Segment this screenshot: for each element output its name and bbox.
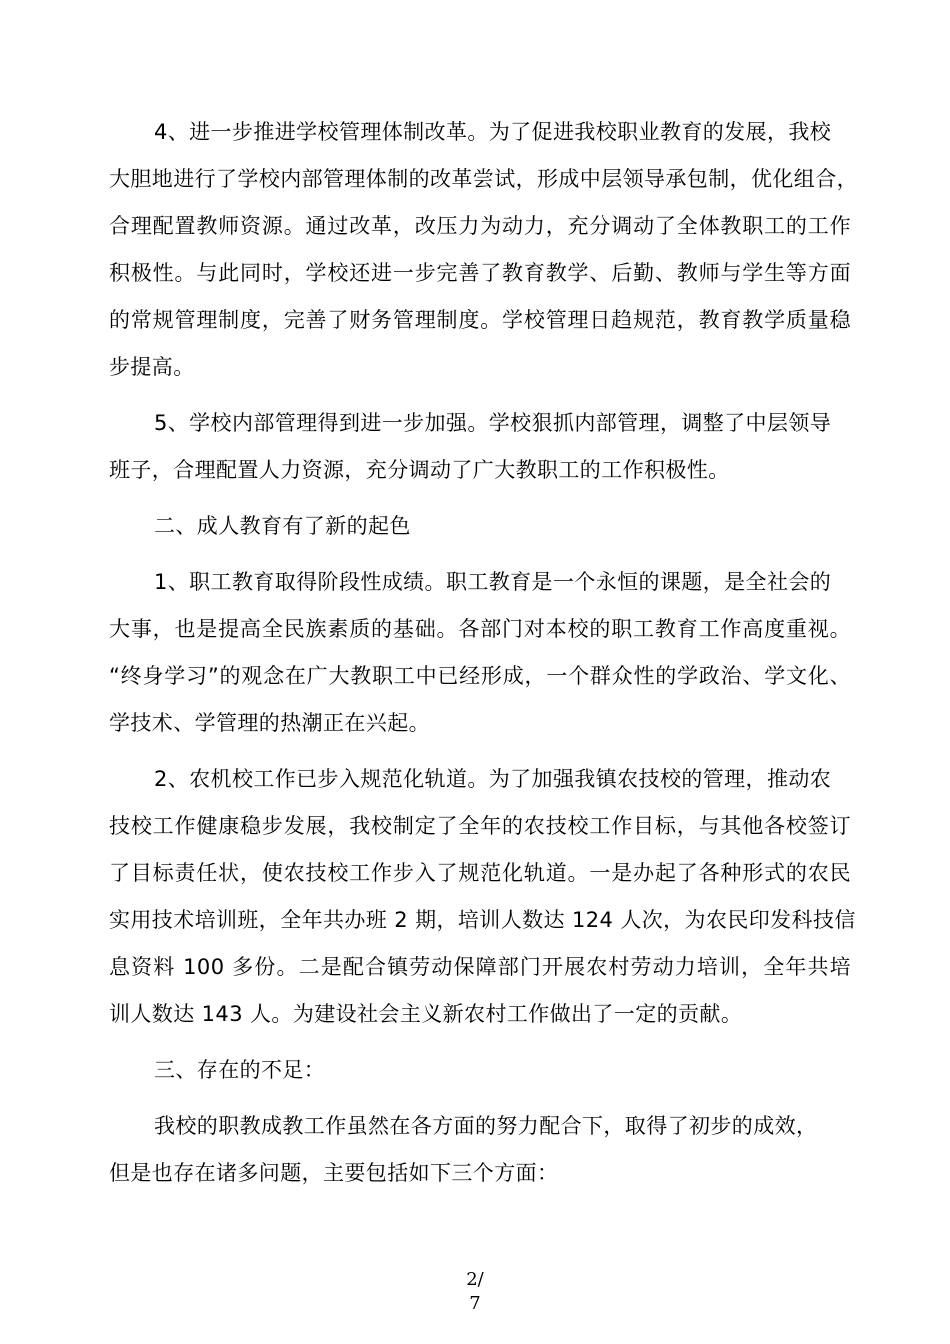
paragraph-line: 合理配置教师资源。通过改革，改压力为动力，充分调动了全体教职工的工作 — [109, 214, 851, 238]
paragraph-line: 4、进一步推进学校管理体制改革。为了促进我校职业教育的发展，我校 — [154, 120, 832, 144]
paragraph-line: 了目标责任状，使农技校工作步入了规范化轨道。一是办起了各种形式的农民 — [109, 861, 851, 885]
paragraph-line: 班子，合理配置人力资源，充分调动了广大教职工的工作积极性。 — [109, 458, 730, 482]
paragraph-line: 的常规管理制度，完善了财务管理制度。学校管理日趋规范，教育教学质量稳 — [109, 308, 851, 332]
paragraph-line: 5、学校内部管理得到进一步加强。学校狠抓内部管理，调整了中层领导 — [154, 411, 832, 435]
paragraph-line: 大事，也是提高全民族素质的基础。各部门对本校的职工教育工作高度重视。 — [109, 617, 851, 641]
paragraph-line: 实用技术培训班，全年共办班 2 期，培训人数达 124 人次，为农民印发科技信 — [109, 908, 856, 932]
paragraph-line: 步提高。 — [109, 355, 195, 379]
paragraph-line: 大胆地进行了学校内部管理体制的改革尝试，形成中层领导承包制，优化组合， — [109, 167, 858, 191]
section-heading: 二、成人教育有了新的起色 — [154, 514, 411, 538]
paragraph-line: 我校的职教成教工作虽然在各方面的努力配合下，取得了初步的成效， — [154, 1114, 818, 1138]
page-number-total: 7 — [469, 1293, 481, 1314]
section-heading: 三、存在的不足： — [154, 1058, 326, 1082]
paragraph-line: 2、农机校工作已步入规范化轨道。为了加强我镇农技校的管理，推动农 — [154, 767, 832, 791]
paragraph-line: 训人数达 143 人。为建设社会主义新农村工作做出了一定的贡献。 — [109, 1002, 743, 1026]
paragraph-line: 学技术、学管理的热潮正在兴起。 — [109, 711, 430, 735]
paragraph-line: 但是也存在诸多问题，主要包括如下三个方面： — [109, 1161, 559, 1185]
paragraph-line: 技校工作健康稳步发展，我校制定了全年的农技校工作目标，与其他各校签订 — [109, 814, 851, 838]
paragraph-line: 息资料 100 多份。二是配合镇劳动保障部门开展农村劳动力培训，全年共培 — [109, 955, 851, 979]
paragraph-line: “终身学习”的观念在广大教职工中已经形成，一个群众性的学政治、学文化、 — [109, 664, 851, 688]
paragraph-line: 1、职工教育取得阶段性成绩。职工教育是一个永恒的课题，是全社会的 — [154, 570, 832, 594]
paragraph-line: 积极性。与此同时，学校还进一步完善了教育教学、后勤、教师与学生等方面 — [109, 261, 851, 285]
page-number-current: 2/ — [466, 1269, 484, 1290]
